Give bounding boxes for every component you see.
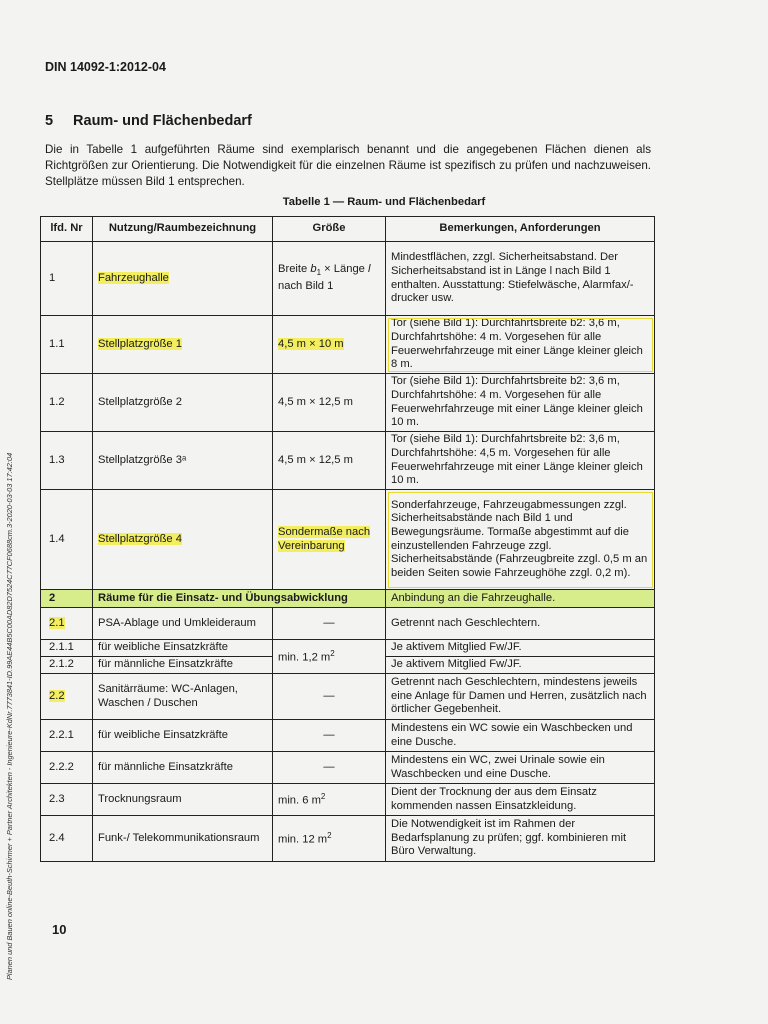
cell-size: min. 6 $m^2$ [273, 784, 386, 816]
table-row [41, 720, 655, 752]
cell-nr: 2.1.1 [41, 640, 93, 657]
table-row [41, 784, 655, 816]
cell-nr: 2.4 [41, 816, 93, 862]
cell-notes: Getrennt nach Geschlechtern. [386, 608, 655, 640]
cell-usage: Räume für die Einsatz- und Übungsabwicklung [93, 590, 386, 608]
table-row [41, 816, 655, 862]
col-header-usage: Nutzung/Raumbezeichnung [93, 217, 273, 242]
cell-notes: Je aktivem Mitglied Fw/JF. [386, 657, 655, 674]
cell-usage: Trocknungsraum [93, 784, 273, 816]
cell-nr: 2.2.2 [41, 752, 93, 784]
cell-notes: Mindestens ein WC, zwei Urinale sowie ein Waschbecken und eine Dusche. [386, 752, 655, 784]
page-number: 10 [52, 922, 67, 937]
cell-nr: 1.2 [41, 374, 93, 432]
col-header-size: Größe [273, 217, 386, 242]
cell-notes: Tor (siehe Bild 1): Durchfahrtsbreite b2: 3,6 m, Durchfahrtshöhe: 4 m. Vorgesehen für alle Feuerwehrfahrzeuge mit einer Länge kleiner gleich 8 m. [386, 316, 655, 374]
intro-paragraph: Die in Tabelle 1 aufgeführten Räume sind exemplarisch benannt und die angegebenen Flächen dienen als Richtgrößen zur Orientierung. Die Notwendigkeit für die einzelnen Räume ist spezifisch zu prüfen und nachzuweisen. Stellplätze müssen Bild 1 entsprechen. [45, 143, 651, 188]
cell-notes: Anbindung an die Fahrzeughalle. [386, 590, 655, 608]
table-row [41, 752, 655, 784]
cell-size: min. 1,2 $m^2$ [273, 640, 386, 674]
highlighted-text: 4,5 m × 10 m [278, 337, 344, 350]
col-header-nr: lfd. Nr [41, 217, 93, 242]
section-number: 5 [45, 113, 54, 129]
cell-size: min. 12 $m^2$ [273, 816, 386, 862]
table-row [41, 432, 655, 490]
cell-nr [41, 608, 93, 640]
table-caption: Tabelle 1 — Raum- und Flächenbedarf [282, 196, 486, 208]
cell-nr: 2 [41, 590, 93, 608]
cell-notes: Die Notwendigkeit ist im Rahmen der Bedarfsplanung zu prüfen; ggf. kombinieren mit Büro Verwaltung. [386, 816, 655, 862]
cell-nr: 2.3 [41, 784, 93, 816]
cell-notes: Tor (siehe Bild 1): Durchfahrtsbreite b2: 3,6 m, Durchfahrtshöhe: 4,5 m. Vorgesehen für alle Feuerwehrfahrzeuge mit einer Länge kleiner gleich 10 m. [386, 432, 655, 490]
highlighted-text: Fahrzeughalle [98, 271, 169, 284]
table-row [41, 490, 655, 590]
cell-usage [93, 242, 273, 316]
requirements-table [40, 216, 655, 862]
highlighted-text: Sondermaße nach Vereinbarung [278, 525, 371, 552]
cell-usage: für weibliche Einsatzkräfte [93, 720, 273, 752]
cell-usage: Stellplatzgröße 3ᵃ [93, 432, 273, 490]
cell-notes: Tor (siehe Bild 1): Durchfahrtsbreite b2: 3,6 m, Durchfahrtshöhe: 4 m. Vorgesehen für alle Feuerwehrfahrzeuge mit einer Länge kleiner gleich 10 m. [386, 374, 655, 432]
cell-nr: 1 [41, 242, 93, 316]
cell-notes: Mindestens ein WC sowie ein Waschbecken und eine Dusche. [386, 720, 655, 752]
cell-usage: Stellplatzgröße 2 [93, 374, 273, 432]
highlighted-text: 2.1 [49, 616, 65, 629]
table-header-row [41, 217, 655, 242]
cell-notes: Sonderfahrzeuge, Fahrzeugabmessungen zzgl. Sicherheitsabstände nach Bild 1 und Bewegungsräume. Tormaße abgestimmt auf die einzustellenden Fahrzeuge zzgl. Sicherheitsabstände (Fahrzeugbreite zzgl. 0,5 m an beiden Seiten sowie Fahrzeughöhe zzgl. 0,2 m). [386, 490, 655, 590]
cell-nr [41, 674, 93, 720]
cell-notes: Mindestflächen, zzgl. Sicherheitsabstand. Der Sicherheitsabstand ist in Länge l nach Bild 1 enthalten. Ausstattung: Stiefelwäsche, Alarmfax/-drucker usw. [386, 242, 655, 316]
cell-usage: für männliche Einsatzkräfte [93, 752, 273, 784]
cell-notes: Getrennt nach Geschlechtern, mindestens jeweils eine Anlage für Damen und Herren, zusätzlich nach örtlicher Gegebenheit. [386, 674, 655, 720]
table-row [41, 640, 655, 657]
highlighted-text: 2.2 [49, 689, 65, 702]
cell-size [273, 490, 386, 590]
highlighted-text: Stellplatzgröße 4 [98, 532, 182, 545]
cell-notes: Dient der Trocknung der aus dem Einsatz kommenden nassen Einsatzkleidung. [386, 784, 655, 816]
table-row [41, 608, 655, 640]
cell-size: — [273, 608, 386, 640]
section-heading [45, 113, 252, 129]
cell-notes: Je aktivem Mitglied Fw/JF. [386, 640, 655, 657]
cell-usage [93, 490, 273, 590]
document-id: DIN 14092-1:2012-04 [45, 60, 166, 74]
cell-size: — [273, 720, 386, 752]
cell-nr: 2.1.2 [41, 657, 93, 674]
cell-nr: 1.4 [41, 490, 93, 590]
table-row [41, 674, 655, 720]
cell-usage: für weibliche Einsatzkräfte [93, 640, 273, 657]
table-row-group-header [41, 590, 655, 608]
highlighted-text: Stellplatzgröße 1 [98, 337, 182, 350]
cell-nr: 1.3 [41, 432, 93, 490]
cell-usage: Funk-/ Telekommunikationsraum [93, 816, 273, 862]
cell-usage: für männliche Einsatzkräfte [93, 657, 273, 674]
table-row [41, 242, 655, 316]
col-header-notes: Bemerkungen, Anforderungen [386, 217, 655, 242]
cell-usage [93, 316, 273, 374]
cell-nr: 1.1 [41, 316, 93, 374]
cell-size: — [273, 674, 386, 720]
cell-size [273, 316, 386, 374]
table-row [41, 316, 655, 374]
cell-size: Breite $b_1$ × Länge l nach Bild 1 [273, 242, 386, 316]
section-title: Raum- und Flächenbedarf [73, 113, 252, 129]
cell-usage: Sanitärräume: WC-Anlagen, Waschen / Duschen [93, 674, 273, 720]
cell-size: — [273, 752, 386, 784]
cell-size: 4,5 m × 12,5 m [273, 432, 386, 490]
table-row [41, 374, 655, 432]
cell-usage: PSA-Ablage und Umkleideraum [93, 608, 273, 640]
cell-size: 4,5 m × 12,5 m [273, 374, 386, 432]
cell-nr: 2.2.1 [41, 720, 93, 752]
margin-watermark-text: Planen und Bauen online-Beuth-Schirmer + Partner Architekten - Ingenieure-KdNr.7773841-ID.99AE44B5C00AD82D7524C77CF0688cm.3-2020-03-03 17:42:04 [5, 452, 14, 980]
